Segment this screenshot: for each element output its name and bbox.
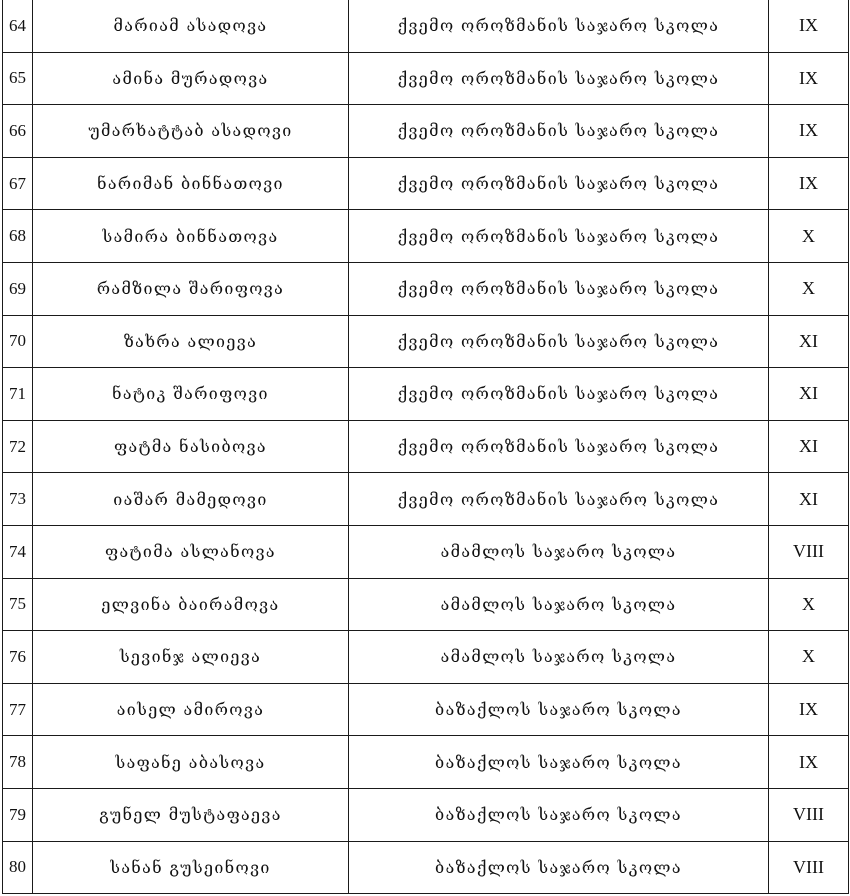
table-row [3, 420, 849, 473]
student-name: სევინჯ ალიევა [33, 631, 349, 684]
school-name: ქვემო ოროზმანის საჯარო სკოლა [349, 157, 769, 210]
school-name: ქვემო ოროზმანის საჯარო სკოლა [349, 0, 769, 52]
grade: X [769, 262, 849, 315]
school-name: ქვემო ოროზმანის საჯარო სკოლა [349, 473, 769, 526]
grade: IX [769, 683, 849, 736]
school-name: ამამლოს საჯარო სკოლა [349, 525, 769, 578]
school-name: ქვემო ოროზმანის საჯარო სკოლა [349, 105, 769, 158]
school-name: ამამლოს საჯარო სკოლა [349, 631, 769, 684]
grade: XI [769, 473, 849, 526]
school-name: ქვემო ოროზმანის საჯარო სკოლა [349, 368, 769, 421]
table-row [3, 0, 849, 52]
student-name: სამირა ბინნათოვა [33, 210, 349, 263]
school-name: ქვემო ოროზმანის საჯარო სკოლა [349, 420, 769, 473]
school-name: ბაზაქლოს საჯარო სკოლა [349, 736, 769, 789]
student-name: მარიამ ასადოვა [33, 0, 349, 52]
row-number: 67 [3, 157, 33, 210]
row-number: 76 [3, 631, 33, 684]
school-name: ქვემო ოროზმანის საჯარო სკოლა [349, 262, 769, 315]
row-number: 64 [3, 0, 33, 52]
school-name: ქვემო ოროზმანის საჯარო სკოლა [349, 210, 769, 263]
table-row [3, 525, 849, 578]
school-name: ბაზაქლოს საჯარო სკოლა [349, 788, 769, 841]
school-name: ამამლოს საჯარო სკოლა [349, 578, 769, 631]
row-number: 66 [3, 105, 33, 158]
row-number: 73 [3, 473, 33, 526]
school-name: ბაზაქლოს საჯარო სკოლა [349, 683, 769, 736]
grade: IX [769, 52, 849, 105]
student-name: აისელ ამიროვა [33, 683, 349, 736]
student-name: ზახრა ალიევა [33, 315, 349, 368]
table-row [3, 841, 849, 894]
student-name: უმარხატტაბ ასადოვი [33, 105, 349, 158]
table-row [3, 368, 849, 421]
row-number: 69 [3, 262, 33, 315]
table-row [3, 788, 849, 841]
student-name: გუნელ მუსტაფაევა [33, 788, 349, 841]
table-row [3, 52, 849, 105]
table-row [3, 157, 849, 210]
row-number: 74 [3, 525, 33, 578]
grade: IX [769, 0, 849, 52]
school-name: ქვემო ოროზმანის საჯარო სკოლა [349, 52, 769, 105]
table-row [3, 210, 849, 263]
grade: XI [769, 420, 849, 473]
row-number: 71 [3, 368, 33, 421]
table-row [3, 315, 849, 368]
row-number: 65 [3, 52, 33, 105]
row-number: 77 [3, 683, 33, 736]
grade: X [769, 631, 849, 684]
student-name: იაშარ მამედოვი [33, 473, 349, 526]
row-number: 79 [3, 788, 33, 841]
table-row [3, 473, 849, 526]
student-name: ამინა მურადოვა [33, 52, 349, 105]
grade: X [769, 578, 849, 631]
row-number: 68 [3, 210, 33, 263]
grade: IX [769, 157, 849, 210]
school-name: ბაზაქლოს საჯარო სკოლა [349, 841, 769, 894]
grade: VIII [769, 788, 849, 841]
table-row [3, 105, 849, 158]
table-row [3, 736, 849, 789]
table-row [3, 683, 849, 736]
student-name: საფანე აბასოვა [33, 736, 349, 789]
grade: XI [769, 368, 849, 421]
grade: XI [769, 315, 849, 368]
table-row [3, 262, 849, 315]
row-number: 75 [3, 578, 33, 631]
student-name: ფატმა ნასიბოვა [33, 420, 349, 473]
student-name: ფატიმა ასლანოვა [33, 525, 349, 578]
table-row [3, 578, 849, 631]
row-number: 72 [3, 420, 33, 473]
row-number: 80 [3, 841, 33, 894]
student-name: ნარიმან ბინნათოვი [33, 157, 349, 210]
grade: X [769, 210, 849, 263]
row-number: 70 [3, 315, 33, 368]
student-name: რამზილა შარიფოვა [33, 262, 349, 315]
table-row [3, 631, 849, 684]
student-name: ნატიკ შარიფოვი [33, 368, 349, 421]
grade: VIII [769, 841, 849, 894]
grade: IX [769, 105, 849, 158]
students-table [2, 0, 849, 894]
grade: IX [769, 736, 849, 789]
student-name: ელვინა ბაირამოვა [33, 578, 349, 631]
grade: VIII [769, 525, 849, 578]
student-name: სანან გუსეინოვი [33, 841, 349, 894]
school-name: ქვემო ოროზმანის საჯარო სკოლა [349, 315, 769, 368]
row-number: 78 [3, 736, 33, 789]
